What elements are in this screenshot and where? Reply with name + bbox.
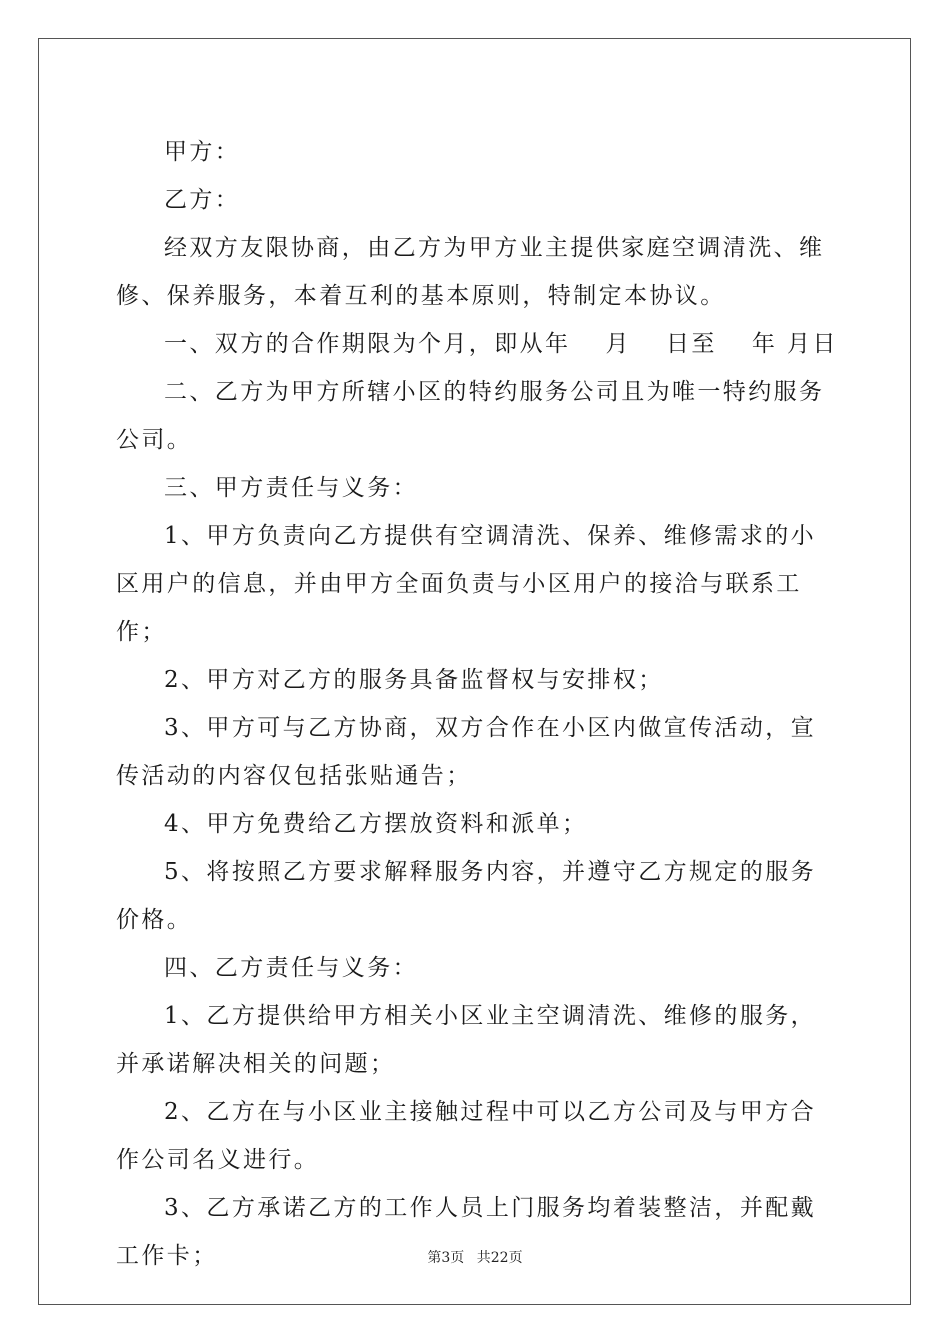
party-b-line: 乙方： — [164, 187, 241, 213]
clause-3-item-1: 1、甲方负责向乙方提供有空调清洗、保养、维修需求的小区用户的信息，并由甲方全面负责与小区用户的接洽与联系工作； — [116, 523, 817, 645]
page-footer — [0, 1247, 950, 1267]
clause-3-heading: 三、甲方责任与义务： — [164, 475, 418, 501]
clause-3-item-5: 5、将按照乙方要求解释服务内容，并遵守乙方规定的服务价格。 — [116, 859, 817, 933]
clause-4-item-1: 1、乙方提供给甲方相关小区业主空调清洗、维修的服务，并承诺解决相关的问题； — [116, 1003, 817, 1077]
clause-4-item-3: 3、乙方承诺乙方的工作人员上门服务均着装整洁，并配戴工作卡； — [116, 1195, 817, 1269]
page-number: 第3页 — [427, 1250, 465, 1266]
clause-4-item-2: 2、乙方在与小区业主接触过程中可以乙方公司及与甲方合作公司名义进行。 — [116, 1099, 817, 1173]
clause-2: 二、乙方为甲方所辖小区的特约服务公司且为唯一特约服务公司。 — [116, 379, 825, 453]
party-a-line: 甲方： — [164, 139, 241, 165]
clause-3-item-4: 4、甲方免费给乙方摆放资料和派单； — [164, 811, 588, 837]
clause-3-item-2: 2、甲方对乙方的服务具备监督权与安排权； — [164, 667, 664, 693]
page-total: 共22页 — [476, 1250, 523, 1266]
clause-4-heading: 四、乙方责任与义务： — [164, 955, 418, 981]
document-body — [116, 128, 836, 1280]
clause-1: 一、双方的合作期限为个月，即从年 月 日至 年 月日 — [164, 331, 838, 357]
clause-3-item-3: 3、甲方可与乙方协商，双方合作在小区内做宣传活动，宣传活动的内容仅包括张贴通告； — [116, 715, 817, 789]
intro-paragraph: 经双方友限协商，由乙方为甲方业主提供家庭空调清洗、维修、保养服务，本着互利的基本原则，特制定本协议。 — [116, 235, 825, 309]
